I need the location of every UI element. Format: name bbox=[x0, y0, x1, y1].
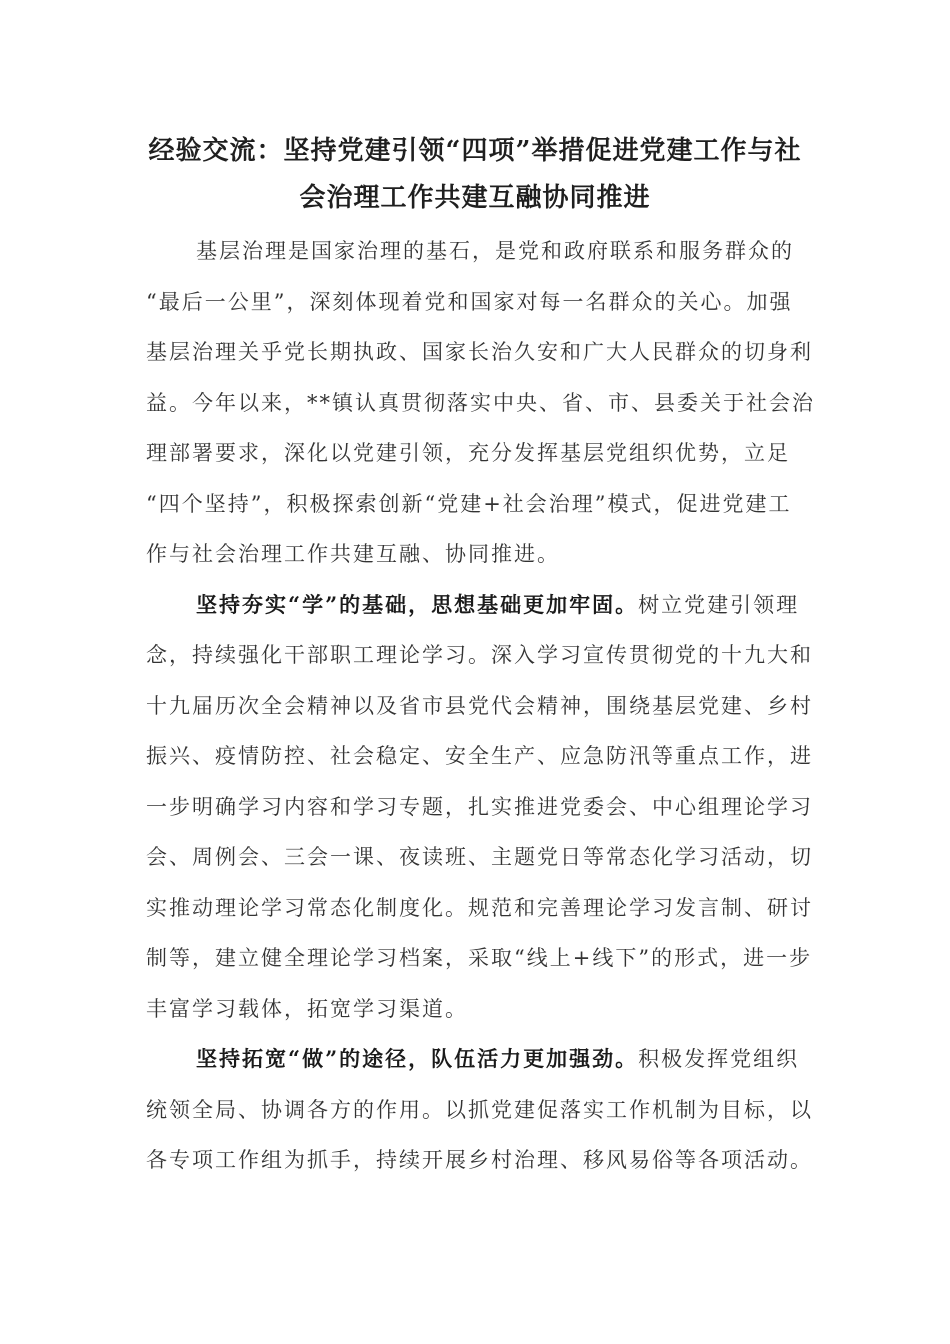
paragraph-3-line-3: 各专项工作组为抓手，持续开展乡村治理、移风易俗等各项活动。 bbox=[146, 1148, 813, 1172]
paragraph-2-line-6: 会、周例会、三会一课、夜读班、主题党日等常态化学习活动，切 bbox=[146, 845, 813, 869]
paragraph-1-line-6: “四个坚持”，积极探索创新“党建+社会治理”模式，促进党建工 bbox=[146, 491, 792, 516]
title-line-1: 经验交流：坚持党建引领“四项”举措促进党建工作与社 bbox=[148, 136, 802, 166]
paragraph-2-line-2: 念，持续强化干部职工理论学习。深入学习宣传贯彻党的十九大和 bbox=[146, 643, 813, 667]
document-title bbox=[140, 128, 810, 222]
paragraph-2-line-9: 丰富学习载体，拓宽学习渠道。 bbox=[146, 996, 468, 1021]
paragraph-1-line-4: 益。今年以来，**镇认真贯彻落实中央、省、市、县委关于社会治 bbox=[146, 390, 815, 415]
paragraph-2-line-7: 实推动理论学习常态化制度化。规范和完善理论学习发言制、研讨 bbox=[146, 895, 813, 920]
paragraph-2-line-1-text: 树立党建引领理 bbox=[638, 592, 800, 617]
paragraph-1-line-3: 基层治理关乎党长期执政、国家长治久安和广大人民群众的切身利 bbox=[146, 340, 813, 364]
paragraph-1-line-1: 基层治理是国家治理的基石，是党和政府联系和服务群众的 bbox=[196, 239, 794, 263]
paragraph-3-line-1 bbox=[146, 1034, 806, 1085]
paragraph-3-line-2: 统领全局、协调各方的作用。以抓党建促落实工作机制为目标，以 bbox=[146, 1097, 813, 1122]
paragraph-3-line-1-text: 积极发挥党组织 bbox=[638, 1047, 800, 1071]
title-line-2: 会治理工作共建互融协同推进 bbox=[299, 183, 651, 213]
paragraph-2-line-4: 振兴、疫情防控、社会稳定、安全生产、应急防汛等重点工作，进 bbox=[146, 744, 813, 768]
paragraph-2-line-8: 制等，建立健全理论学习档案，采取“线上+线下”的形式，进一步 bbox=[146, 946, 813, 970]
paragraph-3-lead: 坚持拓宽“做”的途径，队伍活力更加强劲。 bbox=[196, 1046, 639, 1071]
paragraph-1-line-2: “最后一公里”，深刻体现着党和国家对每一名群众的关心。加强 bbox=[146, 289, 793, 314]
paragraph-2-line-3: 十九届历次全会精神以及省市县党代会精神，围绕基层党建、乡村 bbox=[146, 693, 813, 718]
paragraph-2-line-1 bbox=[146, 580, 806, 631]
paragraph-2-line-5: 一步明确学习内容和学习专题，扎实推进党委会、中心组理论学习 bbox=[146, 794, 813, 819]
paragraph-2-lead: 坚持夯实“学”的基础，思想基础更加牢固。 bbox=[196, 591, 639, 617]
document-body bbox=[146, 226, 815, 1186]
paragraph-1-line-7: 作与社会治理工作共建互融、协同推进。 bbox=[146, 542, 560, 566]
paragraph-1-line-5: 理部署要求，深化以党建引领，充分发挥基层党组织优势，立足 bbox=[146, 441, 790, 465]
